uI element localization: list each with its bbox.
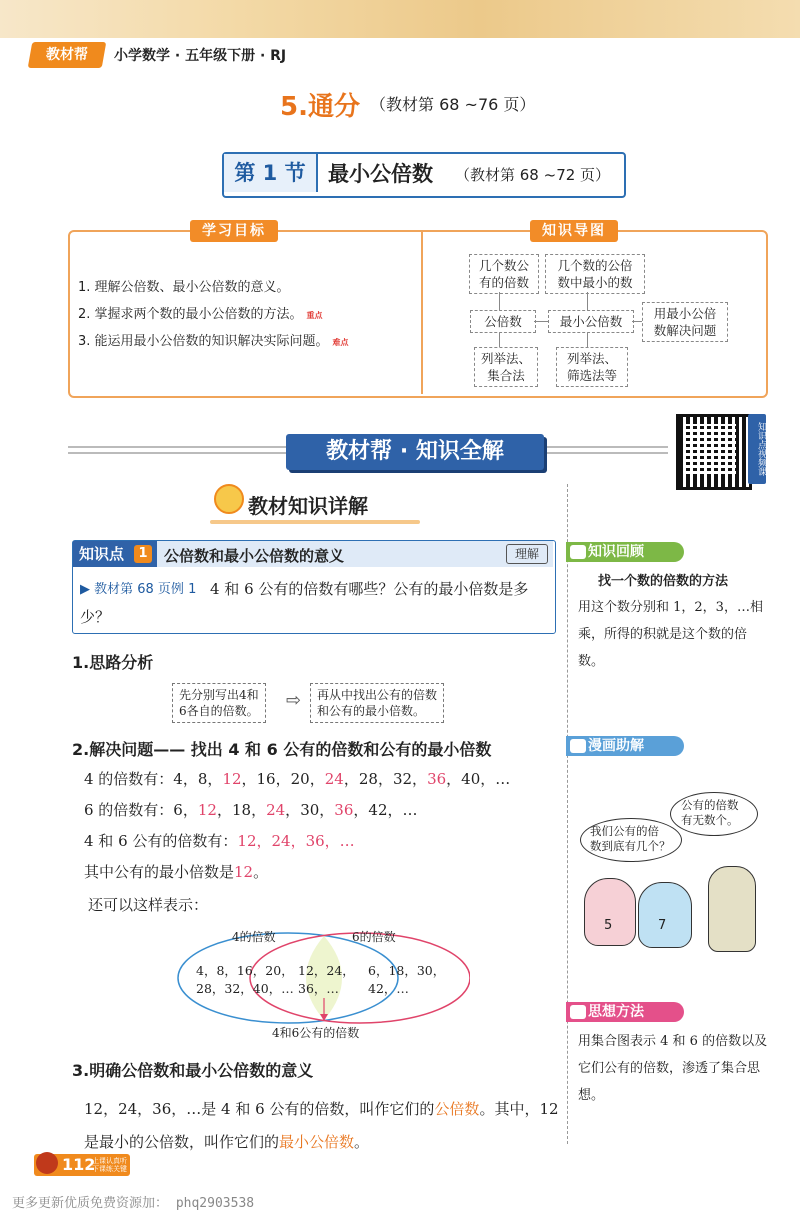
- step1-box1: 先分别写出4和 6各自的倍数。: [172, 683, 266, 723]
- comic-character-5: [584, 878, 636, 946]
- review-body: 用这个数分别和 1，2，3，…相乘，所得的积就是这个数的倍数。: [578, 600, 763, 669]
- character-label: 7: [658, 918, 667, 933]
- hand-icon: [570, 739, 586, 753]
- map-node-mid2: 最小公倍数: [548, 310, 634, 333]
- venn-bottom-label: 4和6公有的倍数: [272, 1026, 360, 1040]
- map-node-top1: 几个数公 有的倍数: [469, 254, 539, 294]
- goals-map-divider: [421, 232, 423, 394]
- common-multiples: 4 和 6 公有的倍数有：12，24，36，…: [84, 832, 355, 850]
- mascot-icon: [36, 1152, 58, 1174]
- section-title: 最小公倍数: [328, 162, 433, 186]
- section-label: 第 1 节: [224, 154, 318, 192]
- goal-item: 3. 能运用最小公倍数的知识解决实际问题。 难点: [78, 334, 349, 349]
- comic-tag: 漫画助解: [566, 736, 684, 756]
- least-common-multiple: 其中公有的最小倍数是12。: [84, 863, 269, 881]
- review-tag: 知识回顾: [566, 542, 684, 562]
- map-node-top2: 几个数的公倍 数中最小的数: [545, 254, 645, 294]
- detail-title: 教材知识详解: [248, 494, 368, 518]
- bubble-text-2: 公有的倍数 有无数个。: [681, 798, 739, 827]
- step3-paragraph: 12，24，36，…是 4 和 6 公有的倍数，叫作它们的公倍数。其中，12 是最小的公倍数，叫作它们的最小公倍数。: [84, 1100, 559, 1151]
- kp-title: 公倍数和最小公倍数的意义: [164, 547, 345, 565]
- book-title: 小学数学 · 五年级下册 · RJ: [114, 48, 287, 64]
- multiples-of-6: 6 的倍数有：6，12，18，24，30，36，42，…: [84, 801, 418, 819]
- banner-title: 教材帮 · 知识全解: [286, 434, 544, 470]
- map-line: [499, 292, 500, 310]
- venn-left-items: 4，8，16，20， 28，32，40，…: [196, 963, 294, 996]
- step3-title: 3.明确公倍数和最小公倍数的意义: [72, 1061, 314, 1080]
- qr-code-pattern: [686, 424, 736, 474]
- comic-character-7: [638, 882, 692, 948]
- multiples-of-4: 4 的倍数有：4，8，12，16，20，24，28，32，36，40，…: [84, 770, 511, 788]
- kp-number: 1: [134, 545, 152, 563]
- title-underline: [210, 520, 420, 524]
- qr-side-label: 知识点视频课: [748, 414, 766, 484]
- venn-label-left: 4的倍数: [232, 930, 276, 944]
- venn-right-items: 6，18，30， 42，…: [368, 963, 446, 996]
- map-line: [632, 321, 642, 322]
- key-badge: 重点: [306, 311, 323, 320]
- map-line: [534, 321, 548, 322]
- watermark: 更多更新优质免费资源加： phq2903538: [12, 1196, 255, 1211]
- example-ref: ▶ 教材第 68 页例 1: [80, 582, 197, 597]
- lightbulb-icon: [214, 484, 244, 514]
- kp-level-tag: 理解: [506, 544, 548, 564]
- goal-item: 2. 掌握求两个数的最小公倍数的方法。 重点: [78, 307, 323, 322]
- arrow-icon: ⇨: [286, 690, 302, 711]
- hand-icon: [570, 1005, 586, 1019]
- venn-label-right: 6的倍数: [352, 930, 396, 944]
- venn-intro: 还可以这样表示：: [88, 896, 209, 914]
- map-line: [587, 333, 588, 347]
- page-number: 112: [62, 1155, 96, 1174]
- step2-title: 2.解决问题—— 找出 4 和 6 公有的倍数和公有的最小倍数: [72, 740, 492, 759]
- map-line: [587, 292, 588, 310]
- step1-title: 1.思路分析: [72, 653, 154, 672]
- chapter-ref: （教材第 68 ~76 页）: [370, 95, 536, 114]
- map-line: [499, 333, 500, 347]
- example-question: 4 和 6 公有的倍数有哪些？公有的最小倍数是多少？: [80, 580, 529, 626]
- kp-label: 知识点: [73, 541, 157, 567]
- map-node-right: 用最小公倍 数解决问题: [642, 302, 728, 342]
- character-label: 5: [604, 918, 613, 933]
- column-divider: [567, 484, 568, 1144]
- map-node-bot1: 列举法、 集合法: [474, 347, 538, 387]
- map-node-bot2: 列举法、 筛选法等: [556, 347, 628, 387]
- step1-box2: 再从中找出公有的倍数 和公有的最小倍数。: [310, 683, 444, 723]
- chapter-title: 5.通分: [280, 92, 360, 122]
- venn-common-items: 12，24， 36，…: [298, 963, 355, 996]
- goals-tag: 学习目标: [190, 220, 278, 242]
- bubble-text-1: 我们公有的倍 数到底有几个？: [590, 824, 671, 853]
- map-tag: 知识导图: [530, 220, 618, 242]
- brand-badge: 教材帮: [28, 42, 107, 68]
- key-badge: 难点: [332, 338, 349, 347]
- method-tag: 思想方法: [566, 1002, 684, 1022]
- section-ref: （教材第 68 ~72 页）: [455, 166, 611, 184]
- page-motto: 上课认真听 下课练关键: [92, 1157, 127, 1173]
- method-body: 用集合图表示 4 和 6 的倍数以及它们公有的倍数，渗透了集合思想。: [578, 1034, 768, 1103]
- map-node-mid1: 公倍数: [470, 310, 536, 333]
- review-title: 找一个数的倍数的方法: [598, 574, 729, 589]
- goal-item: 1. 理解公倍数、最小公倍数的意义。: [78, 280, 290, 295]
- comic-character-rabbit: [708, 866, 756, 952]
- hand-icon: [570, 545, 586, 559]
